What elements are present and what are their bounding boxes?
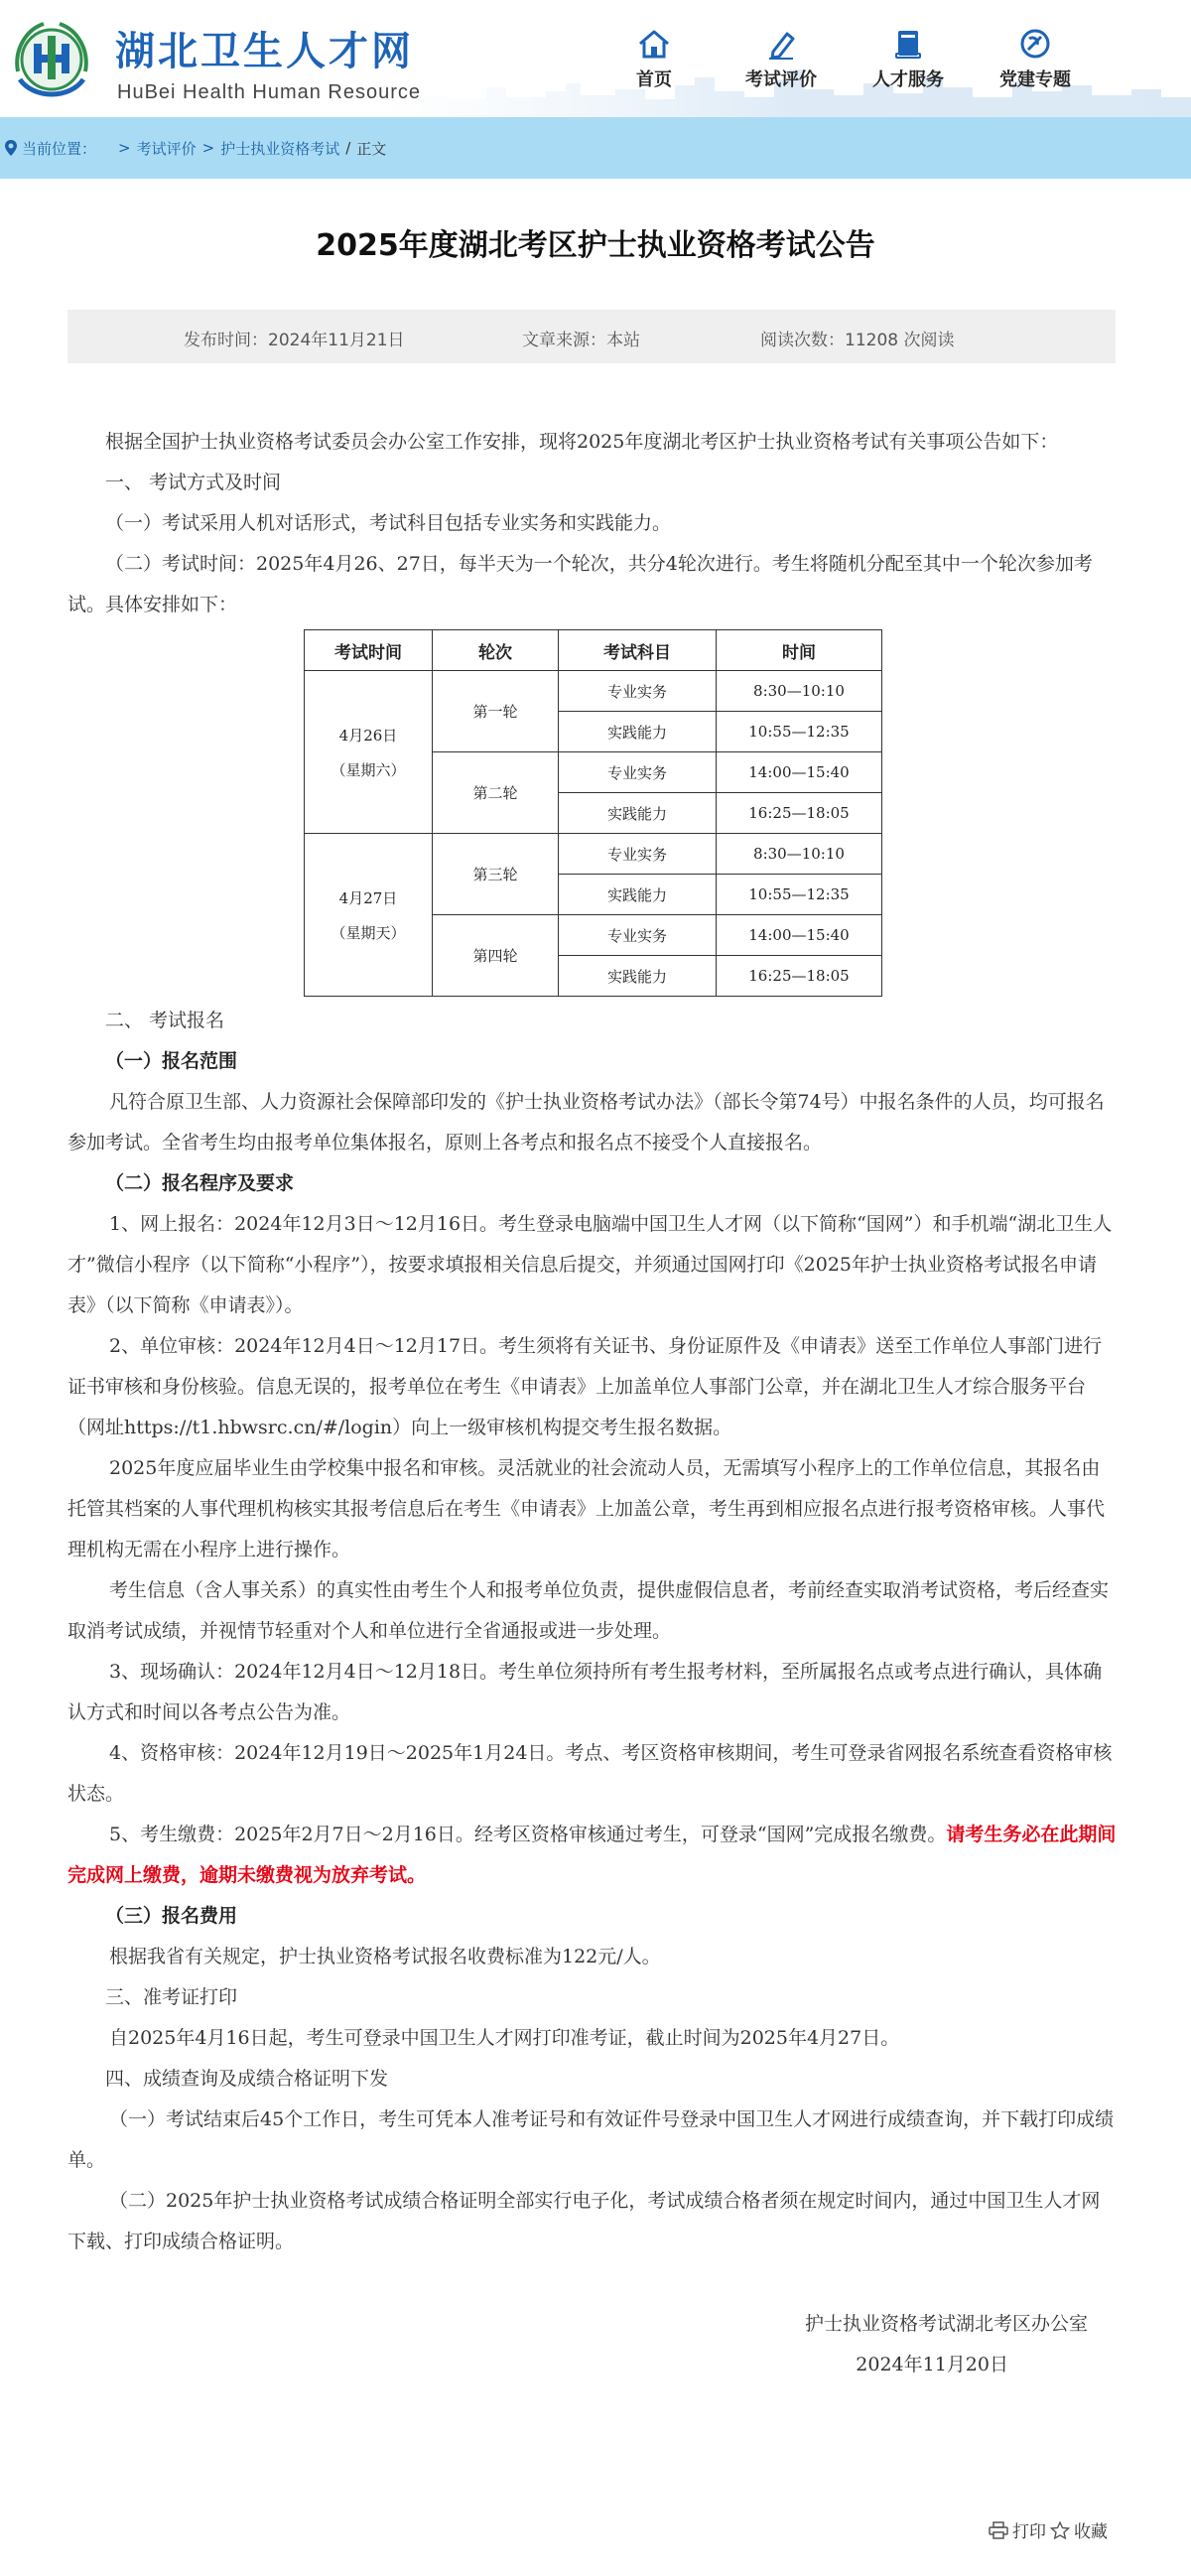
table-round-cell: 第二轮 <box>433 752 559 834</box>
paragraph: 凡符合原卫生部、人力资源社会保障部印发的《护士执业资格考试办法》（部长令第74号）中报名条件的人员，均可报名参加考试。全省考生均由报考单位集体报名，原则上各考点和报名点不接受个人直接报名。 <box>67 1091 1105 1153</box>
exam-date: 4月27日 <box>338 888 398 907</box>
nav-label-talent: 人才服务 <box>872 69 944 90</box>
breadcrumb-prefix: 当前位置： <box>22 139 97 158</box>
subsection-heading: （三）报名费用 <box>105 1905 238 1927</box>
table-round-cell: 第三轮 <box>433 834 559 915</box>
paragraph: 考生信息（含人事关系）的真实性由考生个人和报考单位负责，提供虚假信息者，考前经查实取消考试资格，考后经查实取消考试成绩，并视情节轻重对个人和单位进行全省通报或进一步处理。 <box>67 1579 1110 1642</box>
table-time-cell: 10:55—12:35 <box>717 875 882 915</box>
party-emblem-icon <box>1017 28 1053 60</box>
table-subject-cell: 实践能力 <box>559 956 717 997</box>
table-time-cell: 10:55—12:35 <box>717 712 882 752</box>
paragraph: 1、网上报名：2024年12月3日～12月16日。考生登录电脑端中国卫生人才网（以下简称“国网”）和手机端“湖北卫生人才”微信小程序（以下简称“小程序”），按要求填报相关信息后提交，并须通过国网打印《2025年护士执业资格考试报名申请表》（以下简称《申请表》）。 <box>67 1213 1113 1316</box>
book-icon <box>890 28 926 60</box>
exam-weekday: （星期天） <box>331 923 406 942</box>
nav-label-party: 党建专题 <box>999 69 1071 90</box>
nav-item-party[interactable] <box>972 28 1099 91</box>
table-subject-cell: 实践能力 <box>559 712 717 752</box>
payment-text: 5、考生缴费：2025年2月7日～2月16日。经考区资格审核通过考生，可登录“国网”完成报名缴费。 <box>109 1824 947 1845</box>
breadcrumb-separator: > <box>118 139 131 157</box>
breadcrumb <box>0 117 1191 179</box>
breadcrumb-separator: > <box>201 139 215 157</box>
location-pin-icon <box>4 139 18 157</box>
breadcrumb-separator: / <box>345 139 351 157</box>
table-time-cell: 8:30—10:10 <box>717 834 882 875</box>
article-actions <box>989 2517 1108 2542</box>
signature-date: 2024年11月20日 <box>856 2354 1008 2375</box>
site-logo[interactable] <box>4 10 99 105</box>
paragraph: 根据我省有关规定，护士执业资格考试报名收费标准为122元/人。 <box>109 1946 661 1967</box>
printer-icon <box>989 2521 1008 2539</box>
subsection-heading: （一）报名范围 <box>105 1050 238 1072</box>
article-body <box>67 422 1118 2385</box>
table-header-cell: 考试科目 <box>559 630 717 671</box>
print-button[interactable]: 打印 <box>1012 2522 1046 2542</box>
table-subject-cell: 实践能力 <box>559 875 717 915</box>
article-title: 2025年度湖北考区护士执业资格考试公告 <box>316 228 875 263</box>
paragraph: （二）2025年护士执业资格考试成绩合格证明全部实行电子化，考试成绩合格者须在规定时间内，通过中国卫生人才网下载、打印成绩合格证明。 <box>67 2190 1101 2252</box>
section-heading: 二、 考试报名 <box>105 1010 225 1031</box>
breadcrumb-link-exam[interactable]: 考试评价 <box>136 139 197 158</box>
paragraph: 自2025年4月16日起，考生可登录中国卫生人才网打印准考证，截止时间为2025年4月27日。 <box>109 2027 900 2049</box>
table-time-cell: 14:00—15:40 <box>717 915 882 956</box>
table-date-cell <box>305 834 433 997</box>
publish-time: 发布时间：2024年11月21日 <box>184 331 405 350</box>
site-header <box>0 0 1191 117</box>
article-meta-bar <box>67 310 1116 363</box>
table-subject-cell: 专业实务 <box>559 752 717 793</box>
star-icon <box>1050 2521 1070 2539</box>
payment-warning: 请考生务必在此期间完成网上缴费，逾期未缴费视为放弃考试。 <box>67 1824 1117 1886</box>
nav-item-exam[interactable] <box>718 28 845 91</box>
table-time-cell: 16:25—18:05 <box>717 956 882 997</box>
home-icon <box>636 28 672 60</box>
pencil-icon <box>763 28 799 60</box>
paragraph: 3、现场确认：2024年12月4日～12月18日。考生单位须持所有考生报考材料，至所属报名点或考点进行确认，具体确认方式和时间以各考点公告为准。 <box>67 1661 1103 1723</box>
read-count: 阅读次数：11208 次阅读 <box>760 331 955 350</box>
nav-item-talent[interactable] <box>845 28 972 91</box>
paragraph: （一）考试采用人机对话形式，考试科目包括专业实务和实践能力。 <box>105 512 672 534</box>
table-round-cell: 第一轮 <box>433 671 559 752</box>
nav-label-exam: 考试评价 <box>745 69 817 90</box>
article-source: 文章来源：本站 <box>522 331 640 350</box>
section-heading: 三、准考证打印 <box>105 1986 238 2008</box>
table-header-cell: 时间 <box>717 630 882 671</box>
favorite-button[interactable]: 收藏 <box>1074 2522 1108 2542</box>
intro-paragraph: 根据全国护士执业资格考试委员会办公室工作安排，现将2025年度湖北考区护士执业资格考试有关事项公告如下： <box>105 431 1059 453</box>
nav-label-home: 首页 <box>636 69 672 90</box>
exam-schedule-table <box>304 629 882 997</box>
paragraph: 4、资格审核：2024年12月19日～2025年1月24日。考点、考区资格审核期间，考生可登录省网报名系统查看资格审核状态。 <box>67 1742 1113 1805</box>
site-title[interactable]: 湖北卫生人才网 <box>115 29 414 74</box>
table-row <box>305 834 882 875</box>
section-heading: 四、成绩查询及成绩合格证明下发 <box>105 2068 389 2090</box>
exam-weekday: （星期六） <box>331 760 406 779</box>
site-subtitle: HuBei Health Human Resource <box>117 81 422 103</box>
table-header-cell: 轮次 <box>433 630 559 671</box>
breadcrumb-current: 正文 <box>356 139 387 158</box>
table-subject-cell: 实践能力 <box>559 793 717 834</box>
main-nav <box>591 28 1099 91</box>
table-header-row <box>305 630 882 671</box>
breadcrumb-link-nurse-exam[interactable]: 护士执业资格考试 <box>220 139 340 158</box>
subsection-heading: （二）报名程序及要求 <box>105 1172 295 1194</box>
table-subject-cell: 专业实务 <box>559 834 717 875</box>
paragraph: （一）考试结束后45个工作日，考生可凭本人准考证号和有效证件号登录中国卫生人才网进行成绩查询，并下载打印成绩单。 <box>67 2108 1115 2171</box>
table-round-cell: 第四轮 <box>433 915 559 997</box>
table-time-cell: 8:30—10:10 <box>717 671 882 712</box>
table-subject-cell: 专业实务 <box>559 915 717 956</box>
section-heading: 一、 考试方式及时间 <box>105 472 282 493</box>
table-time-cell: 16:25—18:05 <box>717 793 882 834</box>
paragraph: （二）考试时间：2025年4月26、27日，每半天为一个轮次，共分4轮次进行。考生将随机分配至其中一个轮次参加考试。具体安排如下： <box>67 553 1093 615</box>
signature-org: 护士执业资格考试湖北考区办公室 <box>804 2313 1088 2335</box>
table-header-cell: 考试时间 <box>305 630 433 671</box>
paragraph: 2025年度应届毕业生由学校集中报名和审核。灵活就业的社会流动人员，无需填写小程序上的工作单位信息，其报名由托管其档案的人事代理机构核实其报考信息后在考生《申请表》上加盖公章，考生再到相应报名点进行报考资格审核。人事代理机构无需在小程序上进行操作。 <box>67 1457 1106 1560</box>
table-time-cell: 14:00—15:40 <box>717 752 882 793</box>
exam-date: 4月26日 <box>338 726 398 745</box>
table-subject-cell: 专业实务 <box>559 671 717 712</box>
paragraph: 2、单位审核：2024年12月4日～12月17日。考生须将有关证书、身份证原件及《申请表》送至工作单位人事部门进行证书审核和身份核验。信息无误的，报考单位在考生《申请表》上加盖单位人事部门公章，并在湖北卫生人才综合服务平台（网址https://t1.hbwsrc.cn/#/login）向上一级审核机构提交考生报名数据。 <box>67 1335 1103 1438</box>
table-row <box>305 671 882 712</box>
paragraph <box>67 1815 1118 1896</box>
nav-item-home[interactable] <box>591 28 718 91</box>
table-date-cell <box>305 671 433 834</box>
